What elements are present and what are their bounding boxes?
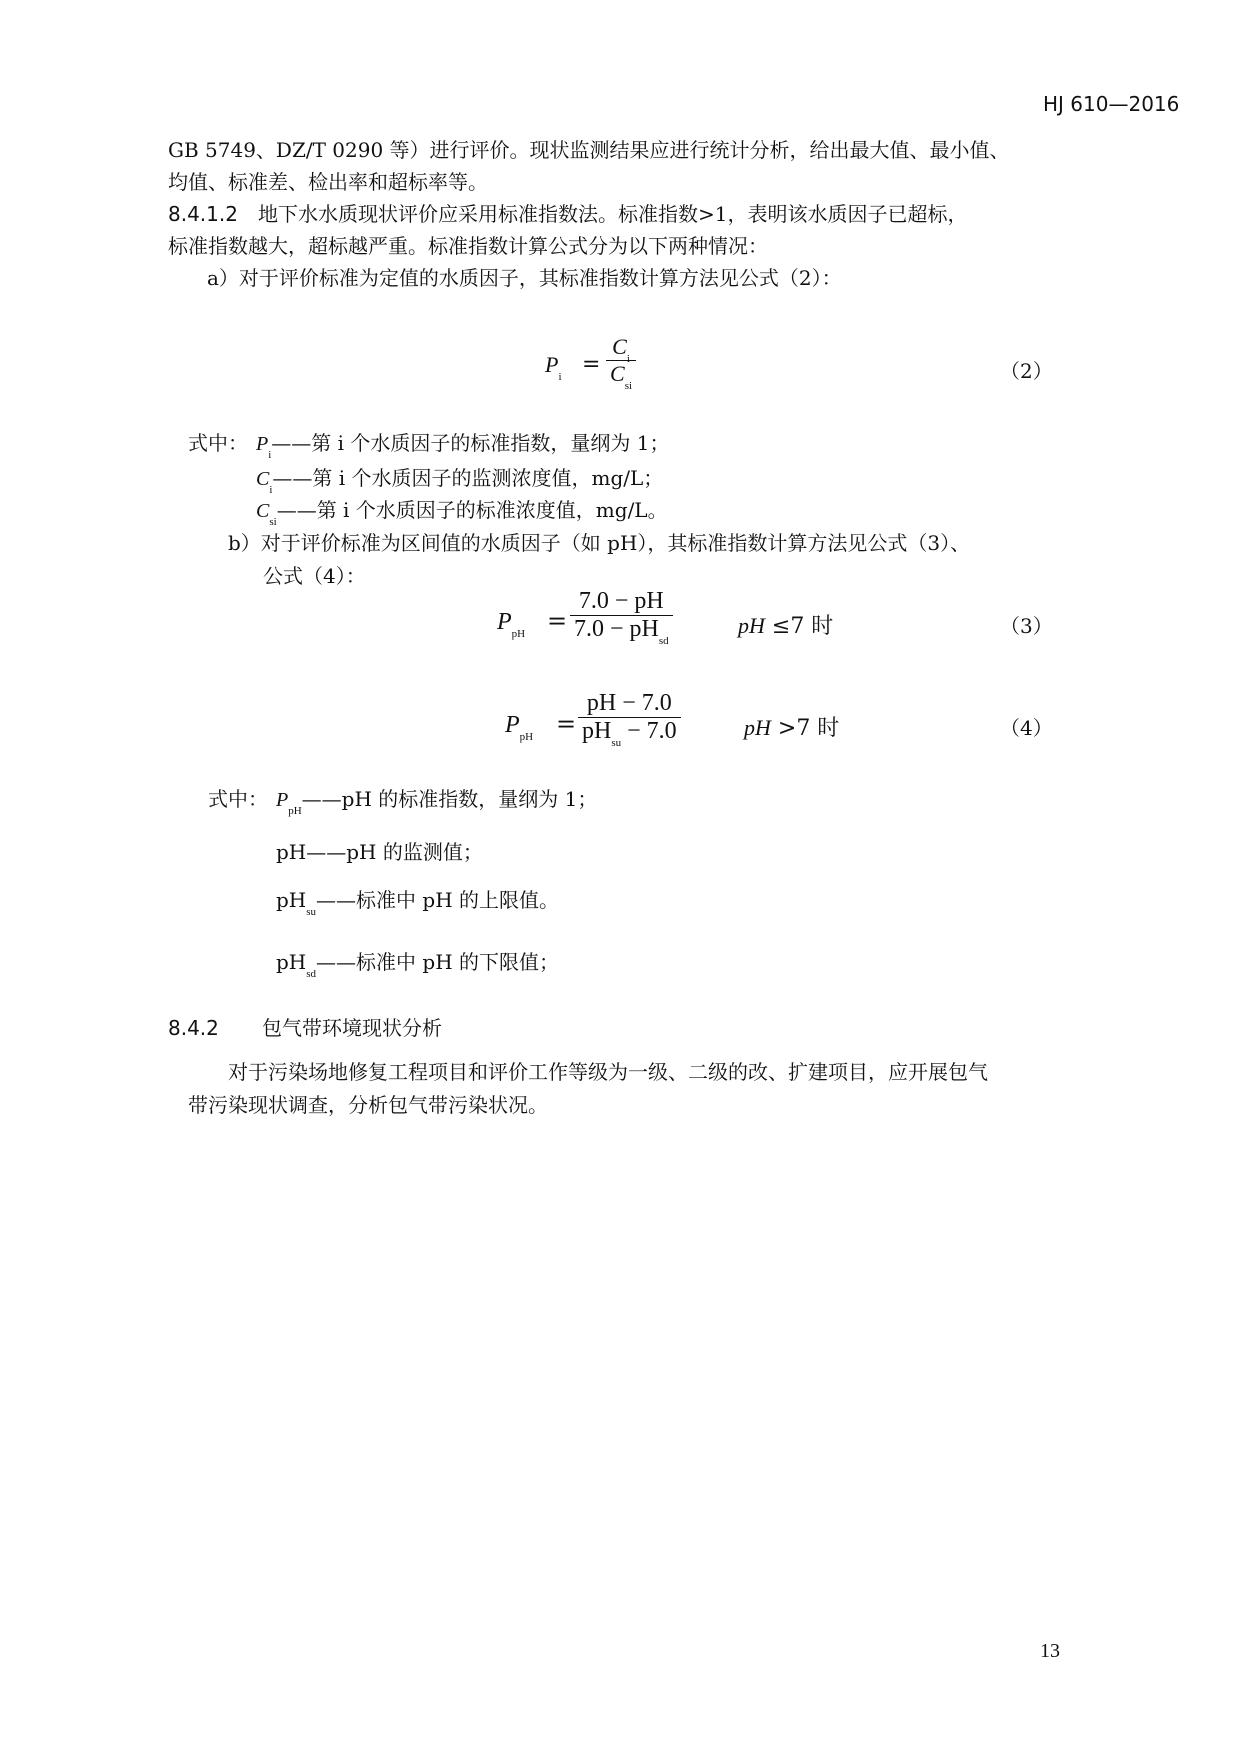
eq2-denominator: $C_{si}$ bbox=[610, 361, 633, 392]
eq4-denominator: $pH_{su} - 7.0$ bbox=[582, 718, 677, 749]
eq2-tag: （2） bbox=[1000, 359, 1053, 383]
paragraph-line: 标准指数越大，超标越严重。标准指数计算公式分为以下两种情况： bbox=[168, 234, 768, 258]
eq3-tag: （3） bbox=[1000, 614, 1053, 638]
eq3-equals: = bbox=[547, 607, 568, 635]
eq3-condition: pH ≤7 时 bbox=[738, 613, 834, 639]
where-item: pH——pH 的监测值； bbox=[276, 840, 483, 864]
section-number: 8.4.1.2 bbox=[168, 202, 238, 226]
where-item: $pH_{su}——$标准中 pH 的上限值。 bbox=[276, 888, 559, 918]
paragraph-line: GB 5749、DZ/T 0290 等）进行评价。现状监测结果应进行统计分析，给出最大值、最小值、 bbox=[168, 138, 1010, 162]
eq3-denominator: $7.0 - pH_{sd}$ bbox=[574, 616, 669, 647]
eq2-fraction bbox=[606, 334, 636, 392]
eq3-fraction bbox=[570, 588, 673, 647]
where-lead: 式中： bbox=[208, 787, 268, 811]
eq4-numerator: pH − 7.0 bbox=[586, 690, 672, 716]
page-number: 13 bbox=[1040, 1640, 1060, 1662]
list-item-b: b）对于评价标准为区间值的水质因子（如 pH），其标准指数计算方法见公式（3）、 bbox=[228, 531, 971, 555]
eq2-lhs: $P_i$ bbox=[545, 352, 562, 383]
eq3-numerator: 7.0 − pH bbox=[578, 588, 664, 614]
paragraph-line: 带污染现状调查，分析包气带污染状况。 bbox=[188, 1093, 548, 1117]
list-item-b: 公式（4）： bbox=[263, 564, 366, 588]
eq4-fraction bbox=[578, 690, 681, 749]
paragraph-line: 均值、标准差、检出率和超标率等。 bbox=[168, 170, 488, 194]
eq4-condition: pH >7 时 bbox=[744, 715, 840, 741]
where-item: $P_i——$第 i 个水质因子的标准指数，量纲为 1； bbox=[256, 431, 670, 461]
eq2-numerator: $C_i$ bbox=[612, 334, 630, 365]
paragraph-line: 地下水水质现状评价应采用标准指数法。标准指数>1，表明该水质因子已超标， bbox=[258, 202, 968, 226]
list-item-a: a）对于评价标准为定值的水质因子，其标准指数计算方法见公式（2）： bbox=[207, 266, 842, 290]
eq2-equals: = bbox=[582, 352, 601, 377]
eq4-equals: = bbox=[556, 710, 577, 738]
where-item: $C_i——$第 i 个水质因子的监测浓度值，mg/L； bbox=[256, 466, 664, 496]
eq3-lhs: $P_{pH}$ bbox=[497, 609, 526, 640]
section-title: 包气带环境现状分析 bbox=[262, 1016, 442, 1040]
where-item: $C_{si}——$第 i 个水质因子的标准浓度值，mg/L。 bbox=[256, 498, 668, 528]
doc-id: HJ 610—2016 bbox=[1043, 92, 1180, 116]
eq4-lhs: $P_{pH}$ bbox=[505, 712, 534, 743]
paragraph-line: 对于污染场地修复工程项目和评价工作等级为一级、二级的改、扩建项目，应开展包气 bbox=[228, 1060, 988, 1084]
eq4-tag: （4） bbox=[1000, 716, 1053, 740]
where-lead: 式中： bbox=[188, 431, 248, 455]
where-item: $pH_{sd}——$标准中 pH 的下限值； bbox=[276, 950, 559, 980]
where-item: $P_{pH}——pH$ 的标准指数，量纲为 1； bbox=[276, 787, 598, 817]
section-number: 8.4.2 bbox=[168, 1016, 219, 1040]
